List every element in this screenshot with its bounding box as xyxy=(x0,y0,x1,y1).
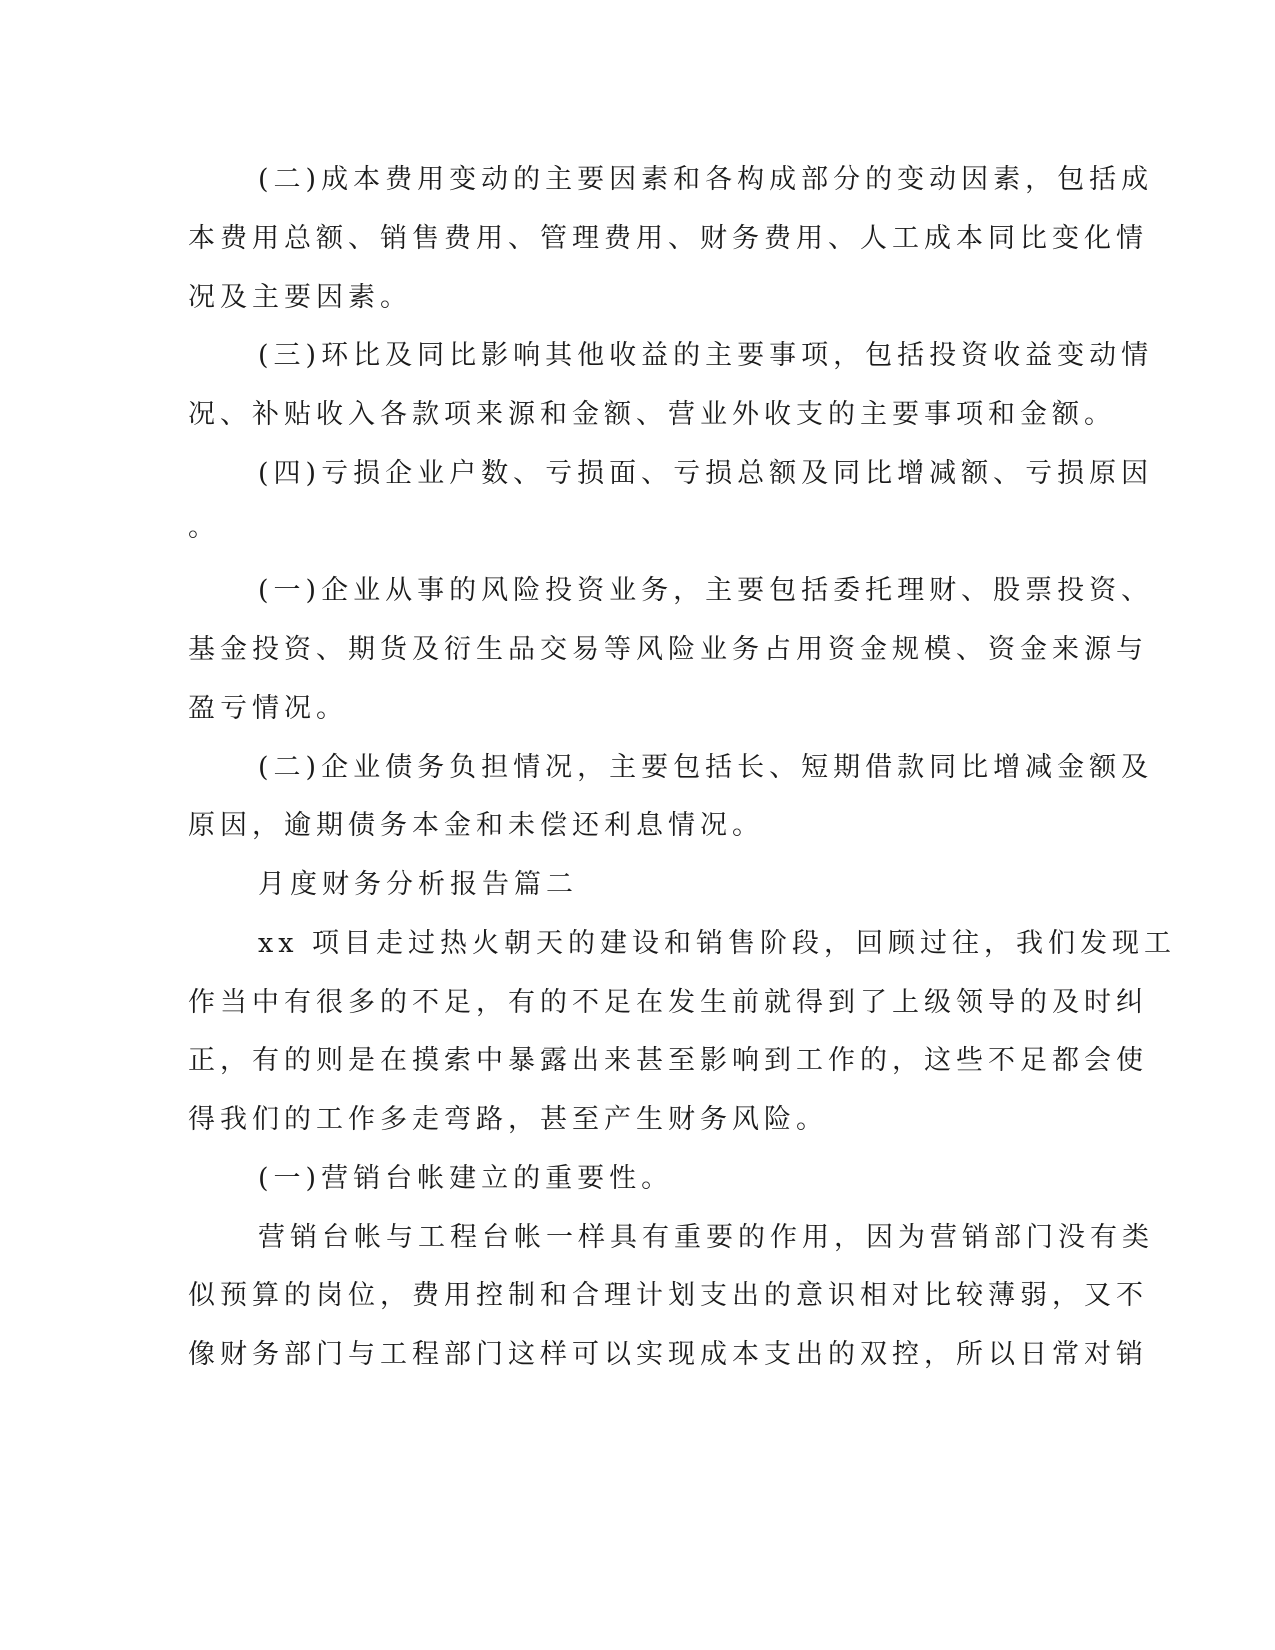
text-line: 正，有的则是在摸索中暴露出来甚至影响到工作的，这些不足都会使 xyxy=(188,1045,1148,1076)
text-line: xx 项目走过热火朝天的建设和销售阶段，回顾过往，我们发现工 xyxy=(258,928,1177,959)
text-line: (四)亏损企业户数、亏损面、亏损总额及同比增减额、亏损原因 xyxy=(258,458,1154,489)
text-line: 况及主要因素。 xyxy=(188,282,412,313)
text-line: 似预算的岗位，费用控制和合理计划支出的意识相对比较薄弱，又不 xyxy=(188,1280,1148,1311)
text-line: (三)环比及同比影响其他收益的主要事项，包括投资收益变动情 xyxy=(258,340,1154,371)
text-line: 得我们的工作多走弯路，甚至产生财务风险。 xyxy=(188,1104,828,1135)
text-line: 况、补贴收入各款项来源和金额、营业外收支的主要事项和金额。 xyxy=(188,399,1116,430)
text-line: 作当中有很多的不足，有的不足在发生前就得到了上级领导的及时纠 xyxy=(188,987,1148,1018)
text-line: 营销台帐与工程台帐一样具有重要的作用，因为营销部门没有类 xyxy=(258,1222,1154,1253)
text-line: 原因，逾期债务本金和未偿还利息情况。 xyxy=(188,810,764,841)
text-line: (二)成本费用变动的主要因素和各构成部分的变动因素，包括成 xyxy=(258,164,1154,195)
section-heading: 月度财务分析报告篇二 xyxy=(258,869,578,900)
text-line: 像财务部门与工程部门这样可以实现成本支出的双控，所以日常对销 xyxy=(188,1339,1148,1370)
text-line: (二)企业债务负担情况，主要包括长、短期借款同比增减金额及 xyxy=(258,752,1154,783)
text-line: 。 xyxy=(188,512,220,543)
text-line: (一)营销台帐建立的重要性。 xyxy=(258,1163,674,1194)
text-line: (一)企业从事的风险投资业务，主要包括委托理财、股票投资、 xyxy=(258,575,1154,606)
text-line: 本费用总额、销售费用、管理费用、财务费用、人工成本同比变化情 xyxy=(188,223,1148,254)
text-line: 盈亏情况。 xyxy=(188,693,348,724)
text-line: 基金投资、期货及衍生品交易等风险业务占用资金规模、资金来源与 xyxy=(188,634,1148,665)
